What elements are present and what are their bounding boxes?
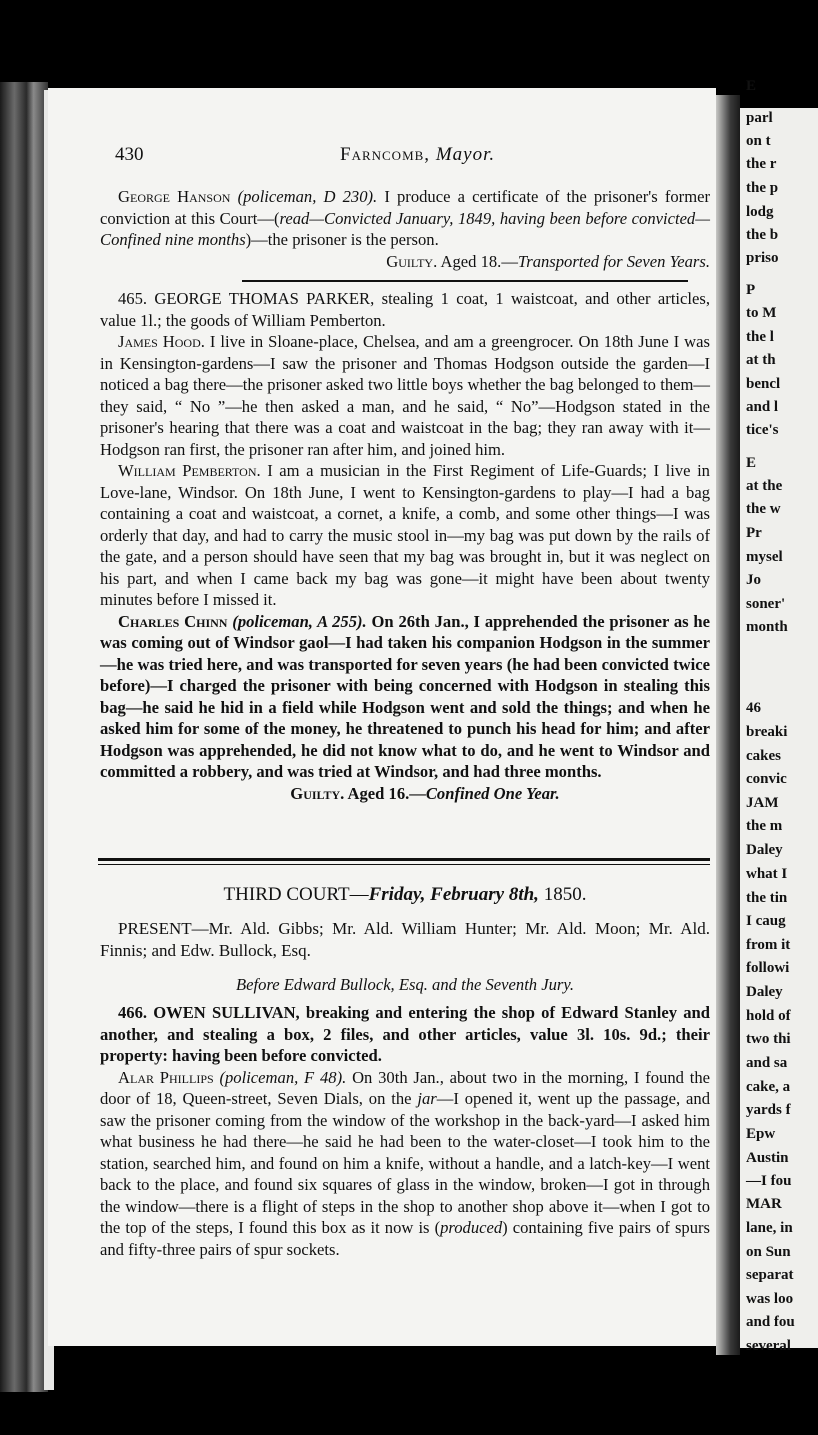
facing-page-line: several	[746, 1338, 791, 1354]
witness-role: (policeman, A 255).	[232, 611, 367, 631]
facing-page-line: the w	[746, 501, 781, 517]
testimony-text: On 30th Jan., about two in the morning, I found the door of 18, Queen-street, Seven Dials, on the	[100, 1067, 710, 1108]
testimony-italic: read—Convicted January, 1849, having been before convicted—Confined nine months	[100, 208, 710, 249]
testimony-text-end: )—the prisoner is the person.	[245, 230, 439, 249]
facing-page-line: the l	[746, 329, 774, 345]
verdict-guilty: Guilty.	[290, 783, 345, 803]
prev-case-testimony	[100, 186, 710, 272]
facing-page-line: at the	[746, 478, 783, 494]
facing-page-line: at th	[746, 352, 776, 368]
facing-page-line: and sa	[746, 1055, 788, 1071]
testimony-text: I live in Sloane-place, Chelsea, and am a greengrocer. On 18th June I was in Kensington-gardens—I saw the prisoner and Thomas Hodgson outside the garden—I noticed a bag there—the prisoner asked two little boys whether the bag belonged to them—they said, “ No ”—he then asked a man, and he said, “ No”—Hodgson stated in the prisoner's hearing that there was a coat and waistcoat in the bag; they ran away with it—Hodgson ran first, the prisoner ran after him, and joined him.	[100, 332, 710, 459]
facing-page-line: lodg	[746, 204, 774, 220]
facing-page-line: the r	[746, 156, 777, 172]
facing-page-line: yards f	[746, 1102, 791, 1118]
facing-page-line: priso	[746, 250, 779, 266]
running-head	[340, 144, 495, 166]
facing-page-line: parl	[746, 110, 773, 126]
double-rule-top	[98, 858, 710, 861]
facing-page-line: 46	[746, 700, 761, 716]
facing-page-line: MAR	[746, 1196, 782, 1212]
verdict-sentence: Transported for Seven Years.	[517, 251, 710, 271]
facing-page-line: E	[746, 78, 757, 94]
book-binding	[0, 82, 48, 1392]
facing-page-line: to M	[746, 305, 777, 321]
facing-page-line: Epw	[746, 1126, 776, 1142]
facing-page-line: —I fou	[746, 1173, 792, 1189]
case-charge: breaking and entering the shop of Edward Stanley and another, and stealing a box, 2 files, and other articles, value 3l. 10s. 9d.; their property: having been before convicted.	[100, 1003, 711, 1065]
facing-page-line: breaki	[746, 724, 788, 740]
verdict	[368, 251, 710, 273]
testimony-text-end: ) containing five pairs of spurs and fifty-three pairs of spur sockets.	[100, 1218, 710, 1259]
witness-name: Alar Phillips	[118, 1067, 214, 1087]
book-gutter	[716, 95, 740, 1355]
case-heading: 466. OWEN SULLIVAN,	[118, 1003, 300, 1022]
facing-page-line: Daley	[746, 984, 783, 1000]
facing-page-line: separat	[746, 1267, 794, 1283]
court-before: Before Edward Bullock, Esq. and the Seventh Jury.	[236, 975, 574, 994]
present-list: PRESENT—Mr. Ald. Gibbs; Mr. Ald. William Hunter; Mr. Ald. Moon; Mr. Ald. Finnis; and Edw. Bullock, Esq.	[100, 919, 710, 960]
facing-page-line: month	[746, 619, 788, 635]
case-465	[100, 288, 710, 804]
facing-page-line: the p	[746, 180, 779, 196]
facing-page-line: and l	[746, 399, 779, 415]
facing-page-line: Daley	[746, 842, 783, 858]
facing-page-line: soner'	[746, 596, 786, 612]
facing-page-line: two thi	[746, 1031, 791, 1047]
facing-page-line: cakes	[746, 748, 781, 764]
testimony-italic: produced	[440, 1218, 503, 1237]
verdict	[100, 783, 710, 805]
facing-page-line: cake, a	[746, 1079, 791, 1095]
facing-page-line: lane, in	[746, 1220, 793, 1236]
facing-page-line: Jo	[746, 572, 761, 588]
verdict-guilty: Guilty.	[386, 251, 438, 271]
facing-page-line: followi	[746, 960, 790, 976]
divider-rule	[242, 280, 688, 282]
witness-role: (policeman, D 230).	[237, 187, 378, 206]
testimony-text: I produce a certificate of the prisoner's former conviction at this Court—(	[100, 187, 710, 228]
running-head-title: Mayor.	[435, 144, 496, 165]
facing-page-line: tice's	[746, 422, 779, 438]
page-number: 430	[115, 144, 144, 165]
court-year: 1850.	[538, 884, 587, 905]
court-name: THIRD COURT—	[223, 884, 369, 905]
court-date: Friday, February 8th,	[368, 884, 539, 905]
witness-name: Charles Chinn	[118, 611, 228, 631]
facing-page-line: P	[746, 282, 756, 298]
case-466	[100, 1002, 710, 1260]
facing-page-line: Austin	[746, 1150, 789, 1166]
running-head-name: Farncomb,	[340, 144, 431, 165]
facing-page-line: and fou	[746, 1314, 795, 1330]
verdict-age: Aged 18.—	[440, 251, 518, 271]
verdict-sentence: Confined One Year.	[425, 783, 560, 803]
court-present	[100, 918, 710, 961]
facing-page-line: bencl	[746, 376, 781, 392]
testimony-text: On 26th Jan., I apprehended the prisoner as he was coming out of Windsor gaol—I had taken his companion Hodgson in the summer—he was tried here, and was transported for seven years (he had been convicted twice before)—I charged the prisoner with being concerned with Hodgson in stealing this bag—he said he hid in a field while Hodgson went and sold the things; and when he asked him for some of the money, he threatened to punch his head for him; and after Hodgson was apprehended, he did not know what to do, and he went to Windsor and committed a robbery, and was tried at Windsor, and had three months.	[100, 611, 710, 781]
facing-page-line: hold of	[746, 1008, 791, 1024]
facing-page-line: on t	[746, 133, 771, 149]
facing-page-line: the tin	[746, 890, 788, 906]
facing-page-line: was loo	[746, 1291, 794, 1307]
witness-name: George Hanson	[118, 187, 231, 206]
case-charge: stealing 1 coat, 1 waistcoat, and other articles, value 1l.; the goods of William Pemberton.	[100, 289, 710, 330]
case-heading: 465. GEORGE THOMAS PARKER,	[118, 289, 375, 308]
witness-name: James Hood.	[118, 332, 205, 351]
facing-page-line: the m	[746, 818, 783, 834]
testimony-text: I am a musician in the First Regiment of Life-Guards; I live in Love-lane, Windsor. On 18th June, I went to Kensington-gardens to play—I had a bag containing a coat and waistcoat, a cornet, a knife, a comb, and some other things—I was orderly that day, and had to carry the music stool in—my bag was put down by the rails of the gate, and a person should have seen that my bag was brought in, but it was neglect on his part, and when I came back my bag was gone—it might have been about twenty minutes before I missed it.	[100, 461, 710, 609]
court-title	[100, 884, 710, 906]
facing-page-line: from it	[746, 937, 791, 953]
verdict-age: Aged 16.—	[347, 783, 426, 803]
facing-page-fragment	[740, 78, 818, 1354]
facing-page-line: JAM	[746, 795, 779, 811]
facing-page-line: E	[746, 455, 757, 471]
facing-page-line: I caug	[746, 913, 786, 929]
facing-page-line: on Sun	[746, 1244, 791, 1260]
double-rule-bottom	[98, 864, 710, 865]
facing-page-line: what I	[746, 866, 788, 882]
facing-page-line: mysel	[746, 549, 783, 565]
witness-role: (policeman, F 48).	[219, 1067, 347, 1087]
facing-page-line: Pr	[746, 525, 762, 541]
testimony-text: —I opened it, went up the passage, and saw the prisoner coming from the window of the workshop in the back-yard—I asked him what business he had there—he said he had been to the water-closet—I took him to the station, searched him, and found on him a knife, without a handle, and a latch-key—I went back to the place, and found six squares of glass in the window, broken—I got in through the window—there is a flight of steps in the shop to another shop above it—when I got to the top of the steps, I found this box as it now is (	[100, 1089, 711, 1237]
facing-page-line: the b	[746, 227, 779, 243]
witness-name: William Pemberton.	[118, 461, 261, 480]
facing-page-line: convic	[746, 771, 787, 787]
testimony-italic: jar	[417, 1089, 437, 1108]
